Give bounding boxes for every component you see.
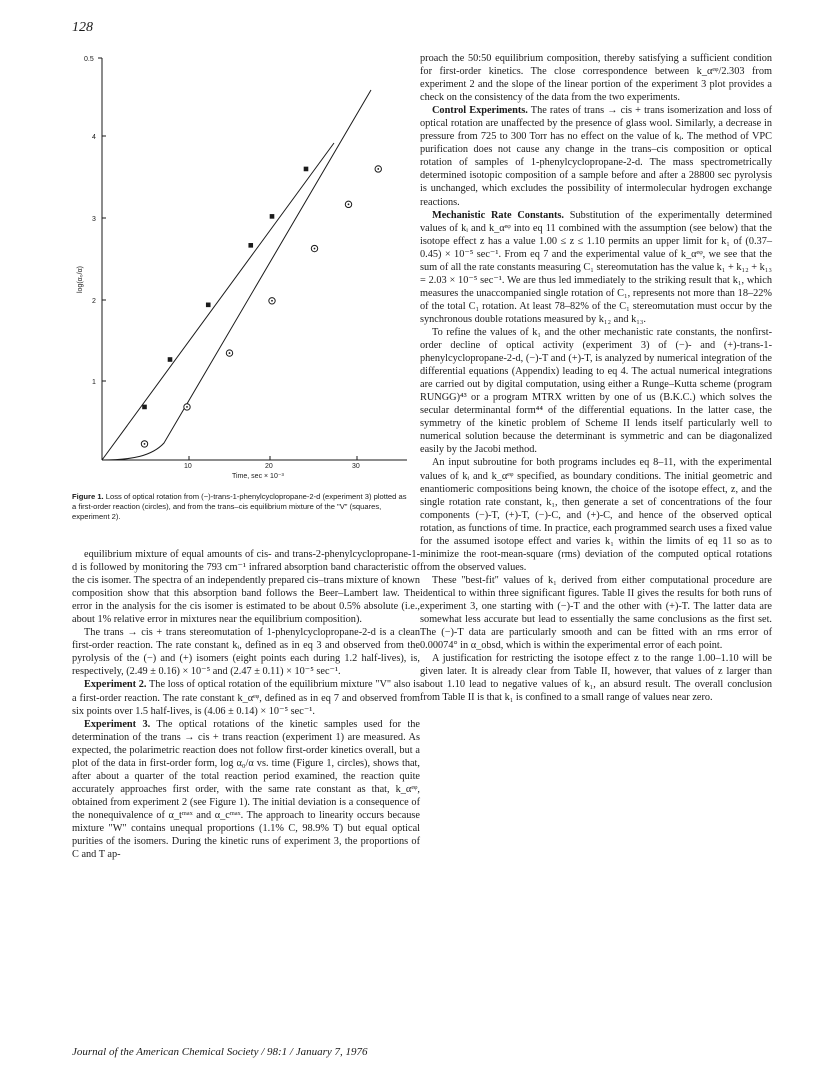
paragraph: An input subroutine for both programs includes eq 8–11, with the experimental values of kᵢ and k_αᵉᵠ specified, as boundary conditions. The initial geometric and enantiomeric compositions being known, the choice of the isotope effect, z, and the single rotation rate constant, k₁, then generate a set of concentrations of the four components (−)-T, (+)-T, (−)-C, and (+)-C, and hence of the observed optical rotation, as functions of time. In practice, each programmed search uses a fixed value for the assumed isotope effect and varies k₁ within the limits of eq 11 so as to minimize the root-mean-square (rms) deviation of the computed optical rotations from the observed values. — [420, 457, 772, 573]
section-heading: Experiment 2. — [84, 679, 147, 691]
paragraph: The trans → cis + trans stereomutation of 1-phenylcyclopropane-2-d is a clean first-order reaction. The rate constant kᵢ, defined as in eq 3 and observed from the pyrolysis of the (−) and (+) isomers (eight points each during 1.2 half-lives), is, respectively, (2.49 ± 0.16) × 10⁻⁵ and (2.47 ± 0.11) × 10⁻⁵ sec⁻¹. — [72, 627, 420, 678]
circle-data-point-center — [348, 203, 350, 205]
circle-data-point-center — [314, 248, 316, 250]
squares-fit-line — [102, 143, 334, 460]
paragraph — [72, 678, 420, 717]
paragraph — [420, 104, 772, 208]
section-heading: Mechanistic Rate Constants. — [432, 209, 564, 221]
y-tick-label: 0.5 — [84, 56, 94, 63]
x-tick-label: 10 — [184, 463, 192, 470]
paragraph: To refine the values of k₁ and the other mechanistic rate constants, the nonfirst-order decline of optical activity (experiment 3) of (−)- and (+)-trans-1-phenylcyclopropane-2-d, (−)-T and (+)-T, is analyzed by numerical integration of the differential equations (Appendix) leading to eq 4. The actual numerical integrations are carried out by digital computation, using either a Runge–Kutta scheme (program RUNGG)⁴³ or a program MTRX written by one of us (B.K.C.) which solves the secular determinantal form⁴⁴ of the differential equations. In the latter case, the symmetry of the kinetic problem of Scheme II lends itself particularly well to numerical solution because the determinant is symmetric and can be diagonalized easily by the Jacobi method. — [420, 326, 772, 456]
circle-data-point-center — [229, 352, 231, 354]
square-data-point — [304, 167, 309, 172]
square-data-point — [206, 303, 211, 308]
paragraph-text: Substitution of the experimentally determined values of kᵢ and k_αᵉᵠ into eq 11 combined with the assumption (see below) that the isotope effect z has a value 1.00 ≤ z ≤ 1.10 permits an upper limit for k₁ of (0.37–0.45) × 10⁻⁵ sec⁻¹. From eq 7 and the experimental value of k_αᵉᵠ, we see that the sum of all the rate constants measuring C₁ stereomutation has the value k₁ + k₁₂ + k₁₃ = 2.03 × 10⁻⁵ sec⁻¹. We are thus led immediately to the striking result that k₁, which measures the unaccompanied single rotation of C₁, represents not more than 18–22% of the total C₁ rotation. At least 78–82% of the C₁ stereomutation must occur by the synchronous double rotations measured by k₁₂ and k₁₃. — [420, 209, 772, 325]
page-number: 128 — [72, 20, 93, 35]
x-axis-label: Time, sec × 10⁻³ — [232, 473, 284, 480]
figure-1 — [72, 48, 412, 490]
x-tick-label: 20 — [265, 463, 273, 470]
square-data-point — [248, 243, 253, 248]
paragraph-text: The loss of optical rotation of the equilibrium mixture "V" also is a first-order reaction. The rate constant k_αᵉᵠ, defined as in eq 7 and observed from six points over 1.5 half-lives, is (4.06 ± 0.14) × 10⁻⁵ sec⁻¹. — [72, 679, 420, 717]
paragraph — [420, 209, 772, 326]
y-tick-label: 3 — [92, 216, 96, 223]
y-tick-label: 1 — [92, 379, 96, 386]
journal-footer: Journal of the American Chemical Society / 98:1 / January 7, 1976 — [72, 1046, 368, 1058]
section-heading: Control Experiments. — [432, 105, 528, 117]
section-heading: Experiment 3. — [84, 718, 151, 730]
circle-data-point-center — [271, 300, 273, 302]
y-tick-label: 2 — [92, 298, 96, 305]
x-tick-label: 30 — [352, 463, 360, 470]
left-column — [72, 548, 420, 861]
figure-caption — [72, 492, 412, 522]
right-column — [420, 52, 772, 704]
y-axis-label: log(α₀/α) — [77, 266, 84, 293]
square-data-point — [270, 214, 275, 219]
caption-text: Loss of optical rotation from (−)-trans-1-phenylcyclopropane-2-d (experiment 3) plotted as a first-order reaction (circles), and from the trans–cis equilibrium mixture of the "V" (squares, experiment 2). — [72, 492, 407, 521]
y-tick-label: 4 — [92, 134, 96, 141]
circle-data-point-center — [186, 406, 188, 408]
paragraph: These "best-fit" values of k₁ derived from either computational procedure are identical to within three significant figures. Table II gives the results for both runs of experiment 3, one starting with (−)-T and the other with (+)-T. The latter data are somewhat less accurate but lead to essentially the same conclusions as the first set. The (−)-T data are particularly smooth and can be fitted with an rms error of 0.00074° in α_obsd, which is within the experimental error of each point. — [420, 574, 772, 652]
figure-plot — [72, 48, 412, 490]
paragraph: proach the 50:50 equilibrium composition, thereby satisfying a sufficient condition for first-order kinetics. The close correspondence between k_αᵉᵠ/2.303 from experiment 2 and the slope of the linear portion of the experiment 3 plot provides a check on the consistency of the data from the two experiments. — [420, 53, 772, 104]
square-data-point — [168, 357, 173, 362]
caption-label: Figure 1. — [72, 492, 104, 501]
paragraph-text: The optical rotations of the kinetic samples used for the determination of the trans → cis + trans reaction (experiment 1) are measured. As expected, the polarimetric reaction does not follow first-order kinetics overall, but a plot of the data in first-order form, log α₀/α vs. time (Figure 1, circles), shows that, after about a quarter of the total reaction period examined, the reaction quite accurately approaches first order, with the same rate constant as that, k_αᵉᵠ, obtained from experiment 2 (see Figure 1). The initial deviation is a consequence of the nonequivalence of α_tᵐᵃˣ and α_cᵐᵃˣ. The approach to linearity occurs because mixture "W" contains unequal proportions (1.1% C, 98.9% T) but equal optical purities of the isomers. During the kinetic runs of experiment 3, the proportions of C and T ap- — [72, 718, 420, 861]
circle-data-point-center — [144, 443, 146, 445]
circle-data-point-center — [377, 168, 379, 170]
paragraph: equilibrium mixture of equal amounts of cis- and trans-2-phenylcyclopropane-1-d is followed by monitoring the 793 cm⁻¹ infrared absorption band characteristic of the cis isomer. The spectra of an independently prepared cis–trans mixture of known composition show that this absorption band follows the Beer–Lambert law. The error in the analysis for the cis isomer is estimated to be about 0.5% absolute (i.e., about 1% relative error in mixtures near the equilibrium composition). — [72, 549, 420, 626]
paragraph-text: The rates of trans → cis + trans isomerization and loss of optical rotation are unaffected by the presence of glass wool. Similarly, a decrease in pressure from 725 to 300 Torr has no effect on the value of kᵢ. The method of VPC purification does not cause any change in the trans–cis composition or optical rotation of samples of 1-phenylcyclopropane-2-d. The mass spectrometrically determined isotopic composition of a sample before and after a 28800 sec pyrolysis is unchanged, which excludes the possibility of intermolecular hydrogen exchange reactions. — [420, 105, 773, 208]
paragraph — [72, 718, 420, 862]
paragraph: A justification for restricting the isotope effect z to the range 1.00–1.10 will be given later. It is already clear from Table II, however, that values of z larger than about 1.10 lead to negative values of k₁, an absurd result. The overall conclusion from Table II is that k₁ is confined to a small range of values near zero. — [420, 653, 772, 704]
square-data-point — [142, 405, 147, 410]
